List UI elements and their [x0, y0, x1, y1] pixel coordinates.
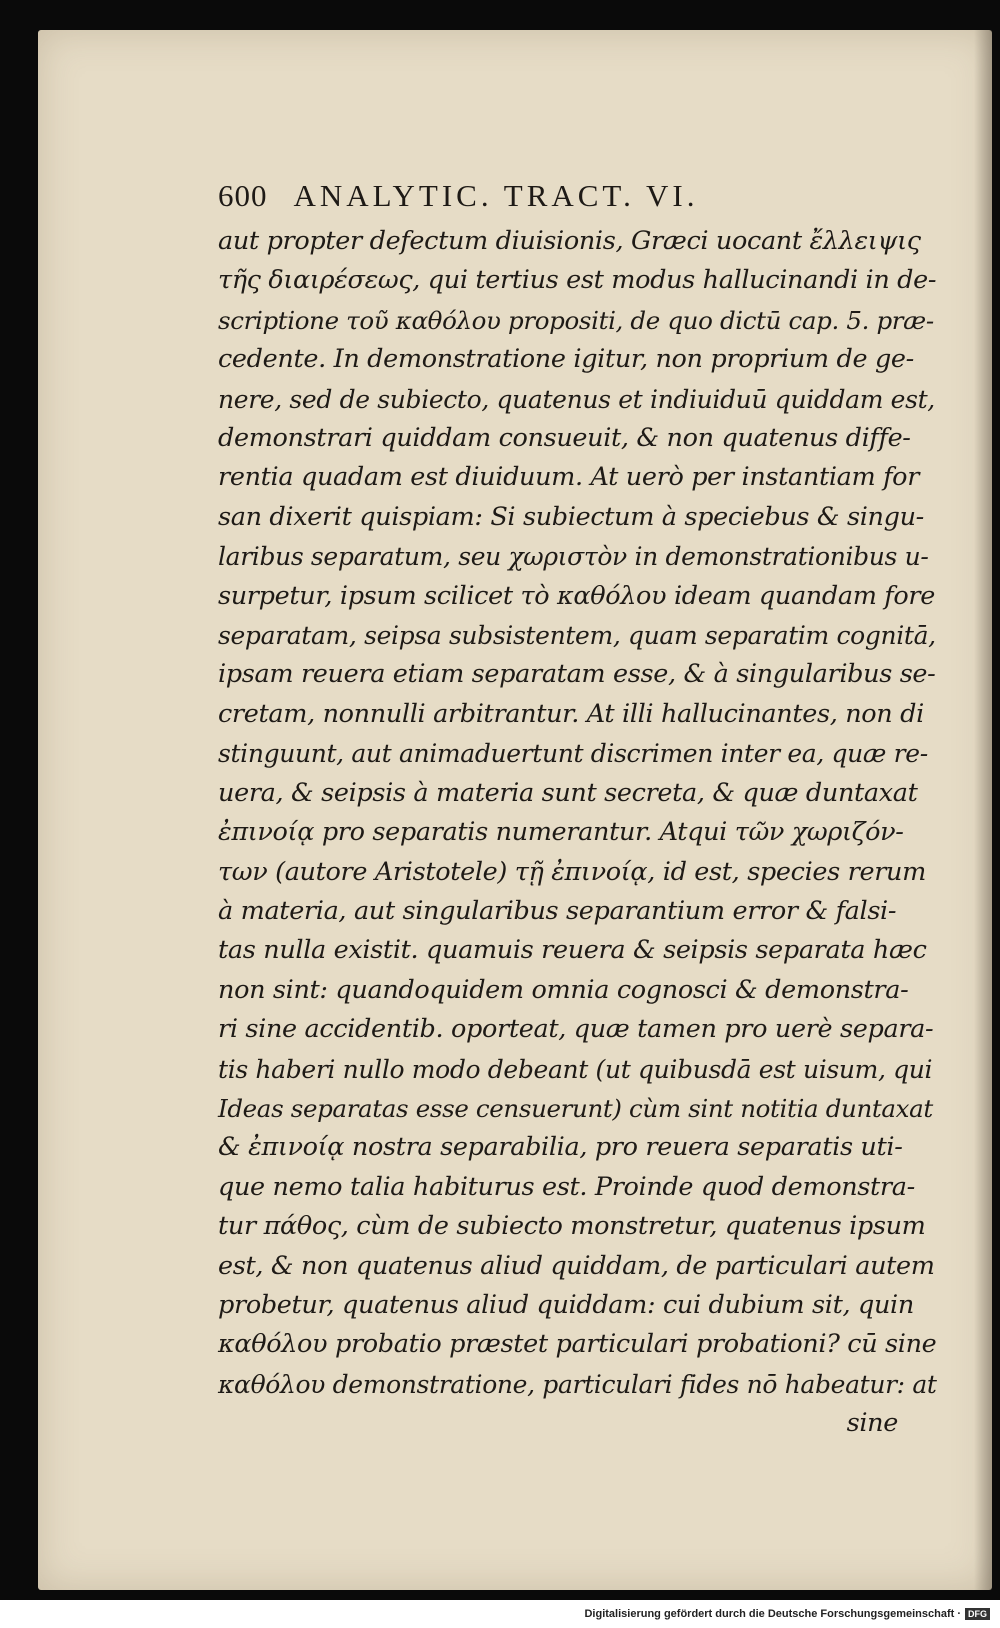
text-line: καθόλου probatio præstet particulari probationi? cū sine	[218, 1329, 937, 1360]
page-number: 600	[218, 178, 268, 213]
running-title: ANALYTIC. TRACT. VI.	[293, 178, 699, 213]
text-block	[218, 178, 938, 1444]
catchword: sine	[846, 1408, 898, 1439]
text-line: tis haberi nullo modo debeant (ut quibusdā est uisum, qui	[218, 1054, 933, 1084]
text-line: tas nulla existit. quamuis reuera & seipsis separata hæc	[218, 935, 927, 966]
text-line: nere, sed de subiecto, quatenus et indiuiduū quiddam est,	[218, 384, 935, 414]
body-text	[218, 222, 938, 1444]
text-line: laribus separatum, seu χωριστὸν in demonstrationibus u-	[218, 542, 929, 572]
text-line: separatam, seipsa subsistentem, quam separatim cognitā,	[218, 621, 936, 651]
text-line: stinguunt, aut animaduertunt discrimen inter ea, quæ re-	[218, 739, 928, 769]
text-line: uera, & seipsis à materia sunt secreta, & quæ duntaxat	[218, 777, 918, 808]
text-line: cedente. In demonstratione igitur, non proprium de ge-	[218, 344, 914, 375]
text-line: τῆς διαιρέσεως, qui tertius est modus hallucinandi in de-	[218, 265, 937, 296]
text-line: non sint: quandoquidem omnia cognosci & demonstra-	[218, 974, 909, 1005]
text-line: ri sine accidentib. oporteat, quæ tamen pro uerè separa-	[218, 1014, 934, 1045]
running-head	[218, 178, 938, 222]
text-line: καθόλου demonstratione, particulari fides nō habeatur: at	[218, 1369, 937, 1399]
text-line: ipsam reuera etiam separatam esse, & à singularibus se-	[218, 659, 936, 690]
text-line: rentia quadam est diuiduum. At uerò per instantiam for	[218, 462, 920, 493]
text-line: aut propter defectum diuisionis, Græci uocant ἔλλειψις	[218, 226, 921, 256]
text-line: cretam, nonnulli arbitrantur. At illi hallucinantes, non di	[218, 698, 924, 729]
digitization-footer	[0, 1600, 1000, 1628]
text-line: surpetur, ipsum scilicet τὸ καθόλου ideam quandam fore	[218, 580, 935, 611]
text-line: san dixerit quispiam: Si subiectum à speciebus & singu-	[218, 501, 924, 532]
book-page	[38, 30, 992, 1590]
text-line: ἐπινοίᾳ pro separatis numerantur. Atqui τῶν χωριζόν-	[218, 817, 904, 848]
text-line: à materia, aut singularibus separantium error & falsi-	[218, 895, 897, 926]
text-line: & ἐπινοίᾳ nostra separabilia, pro reuera separatis uti-	[218, 1132, 903, 1163]
text-line: que nemo talia habiturus est. Proinde quod demonstra-	[218, 1171, 915, 1202]
text-line: scriptione τοῦ καθόλου propositi, de quo dictū cap. 5. præ-	[218, 305, 934, 335]
text-line: Ideas separatas esse censuerunt) cùm sint notitia duntaxat	[218, 1093, 933, 1123]
text-line: demonstrari quiddam consueuit, & non quatenus diffe-	[218, 423, 911, 454]
text-line: probetur, quatenus aliud quiddam: cui dubium sit, quin	[218, 1289, 914, 1320]
footer-credit: Digitalisierung gefördert durch die Deutsche Forschungsgemeinschaft ·	[584, 1608, 961, 1620]
text-line: των (autore Aristotele) τῇ ἐπινοίᾳ, id est, species rerum	[218, 856, 926, 887]
text-line: tur πάθος, cùm de subiecto monstretur, quatenus ipsum	[218, 1211, 926, 1242]
dfg-logo: DFG	[965, 1608, 990, 1620]
text-line: est, & non quatenus aliud quiddam, de particulari autem	[218, 1250, 935, 1281]
